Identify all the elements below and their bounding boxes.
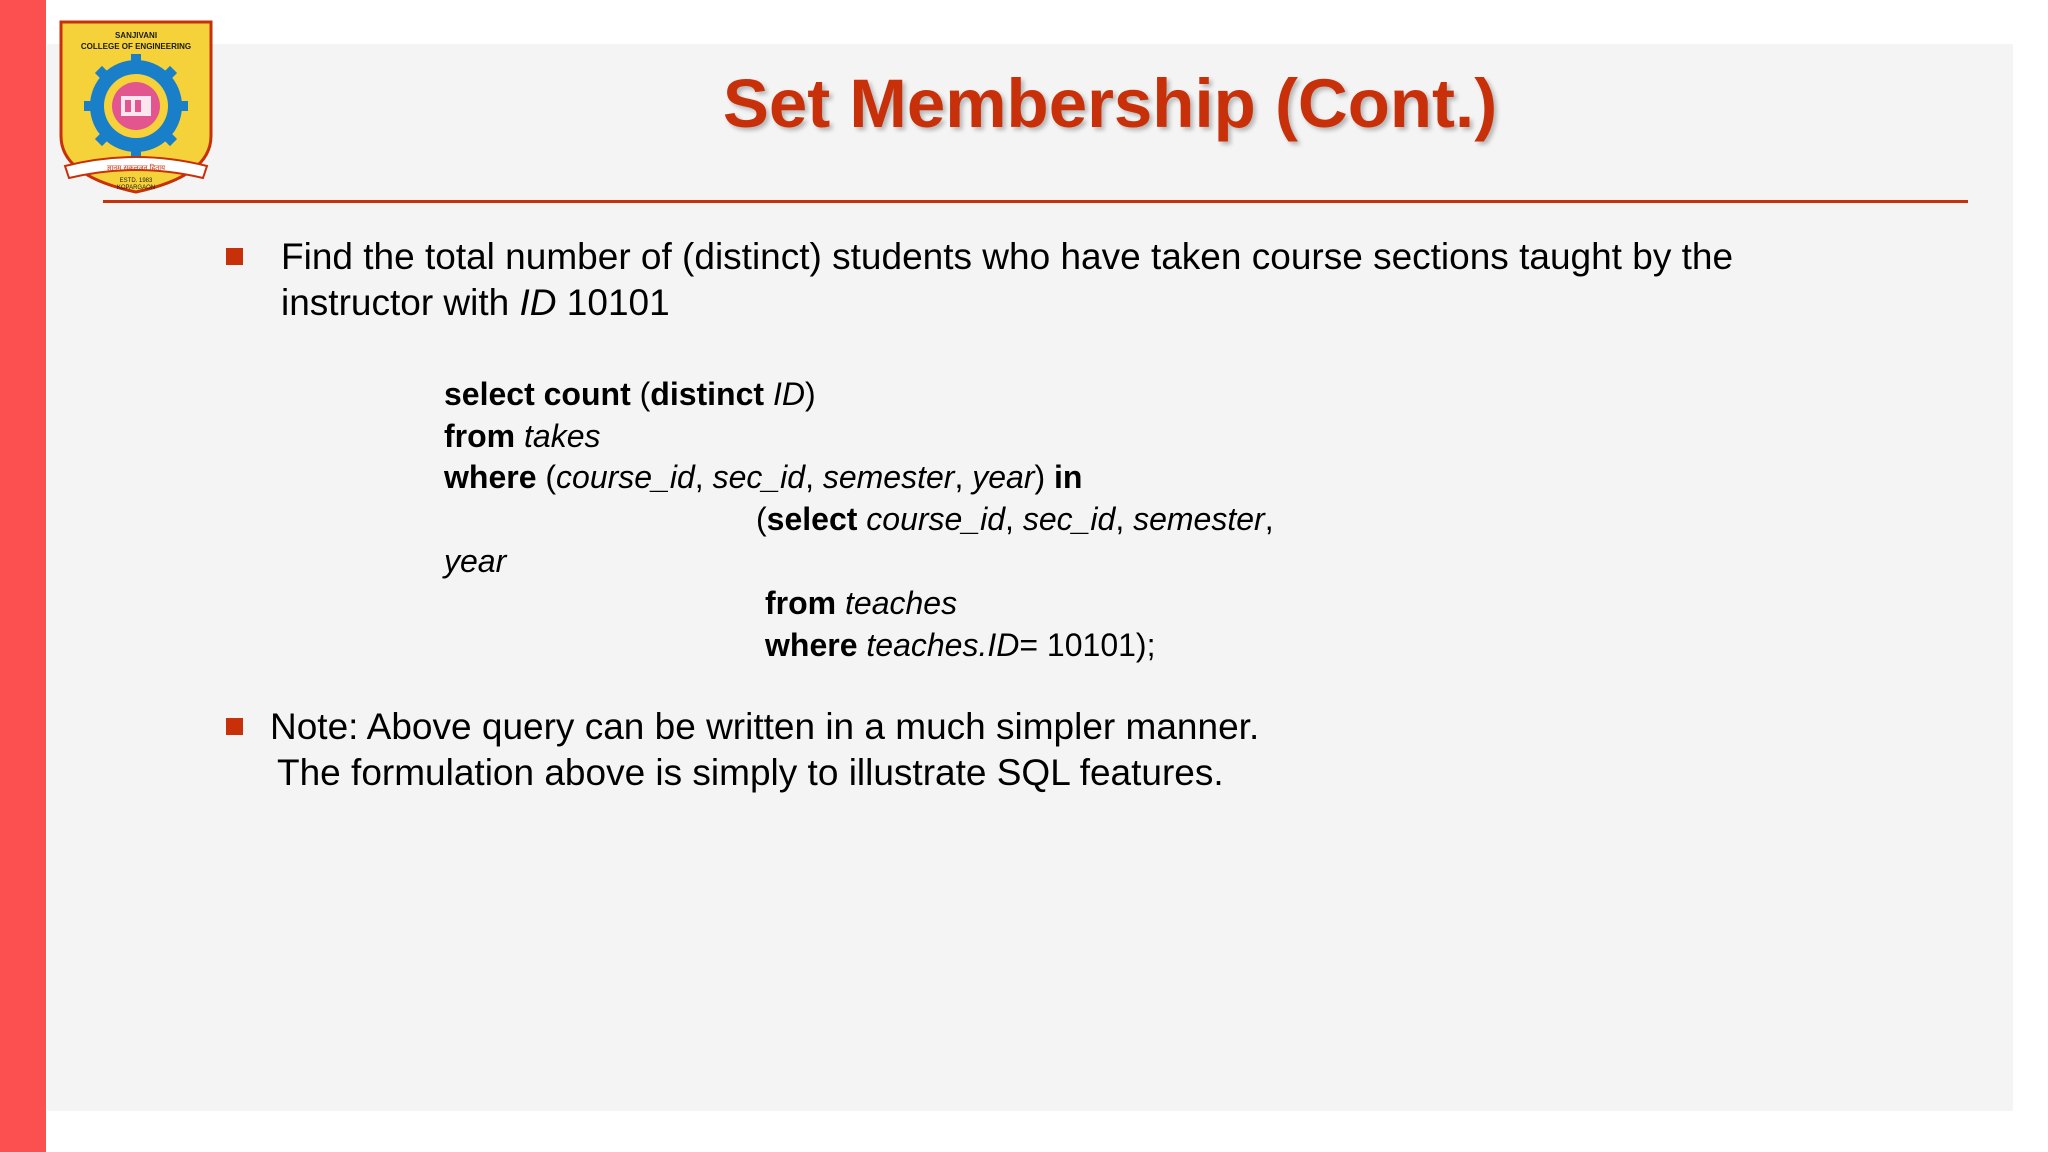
logo-city: KOPARGAON <box>116 185 156 191</box>
punct-open: ( <box>756 501 767 537</box>
bullet-marker-1 <box>226 248 243 265</box>
punct-open: ( <box>536 459 557 495</box>
table-takes: takes <box>524 418 601 454</box>
attr-semester: semester <box>822 459 955 495</box>
table-teaches: teaches <box>845 585 958 621</box>
attr-teaches-id: teaches.ID <box>866 627 1020 663</box>
kw-where: where <box>765 627 858 663</box>
punct-comma: , <box>1005 501 1023 537</box>
attr-course-id: course_id <box>556 459 695 495</box>
punct-paren-close: ) <box>804 376 816 412</box>
kw-where: where <box>444 459 537 495</box>
kw-distinct: distinct <box>650 376 765 412</box>
query-line-2 <box>444 416 600 457</box>
attr-year: year <box>972 459 1035 495</box>
query-line-7 <box>765 625 1155 666</box>
query-line-6 <box>765 583 957 624</box>
query-line-4 <box>756 499 1274 540</box>
attr-id: ID <box>772 376 805 412</box>
bullet1-line2-post: 10101 <box>556 282 670 323</box>
punct-comma: , <box>694 459 713 495</box>
logo-line1: SANJIVANI <box>114 31 158 40</box>
punct-comma: , <box>805 459 823 495</box>
logo-motto: ज्ञानम् सकलजन हिताय <box>106 164 166 172</box>
bullet2-line1: Note: Above query can be written in a much simpler manner. <box>270 706 1260 747</box>
bullet1-line2-id: ID <box>519 282 557 323</box>
punct-paren-open: ( <box>630 376 651 412</box>
logo-line2: COLLEGE OF ENGINEERING <box>80 42 192 51</box>
left-accent-bar <box>0 0 46 1152</box>
query-literal: = 10101); <box>1019 627 1156 663</box>
query-line-1 <box>444 374 816 415</box>
attr-semester: semester <box>1133 501 1265 537</box>
attr-course-id: course_id <box>866 501 1006 537</box>
logo-year: ESTD. 1983 <box>119 178 153 184</box>
attr-sec-id: sec_id <box>1022 501 1116 537</box>
kw-select: select <box>766 501 858 537</box>
slide-title: Set Membership (Cont.) <box>722 65 1498 142</box>
bullet2-line2: The formulation above is simply to illustrate SQL features. <box>277 752 1224 793</box>
query-line-3 <box>444 457 1082 498</box>
punct-comma: , <box>1115 501 1134 537</box>
bullet1-line2 <box>281 280 670 326</box>
bullet1-line2-pre: instructor with <box>281 282 520 323</box>
attr-sec-id: sec_id <box>712 459 806 495</box>
punct-comma: , <box>954 459 973 495</box>
query-line-5 <box>444 541 506 582</box>
kw-from: from <box>765 585 837 621</box>
punct-close: ) <box>1034 459 1055 495</box>
slide-canvas <box>47 44 2013 1111</box>
attr-year: year <box>444 543 507 579</box>
kw-from: from <box>444 418 516 454</box>
college-logo <box>53 16 219 196</box>
kw-in: in <box>1054 459 1083 495</box>
bullet-marker-2 <box>226 718 243 735</box>
punct-comma: , <box>1264 501 1274 537</box>
kw-select-count: select count <box>444 376 631 412</box>
bullet1-line1: Find the total number of (distinct) students who have taken course sections taught by the <box>281 236 1734 277</box>
title-divider <box>103 200 1968 203</box>
